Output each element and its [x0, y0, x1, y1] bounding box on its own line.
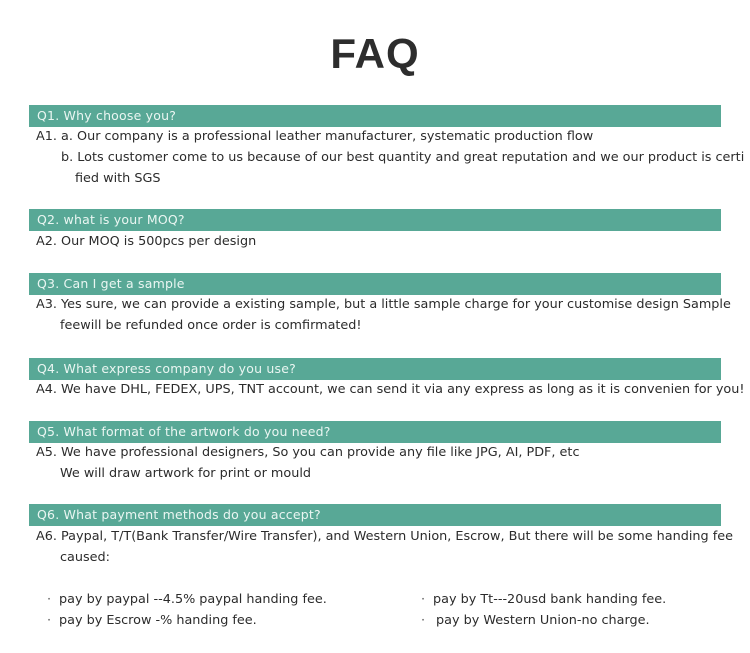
- answer-3-line-2: feewill be refunded once order is comfirmated!: [60, 318, 362, 333]
- answer-1-line-1: A1. a. Our company is a professional leather manufacturer, systematic production flow: [36, 129, 594, 144]
- fee-item-western-union: [421, 610, 650, 631]
- bullet-icon: ·: [421, 613, 426, 628]
- fee-text: pay by Tt---20usd bank handing fee.: [433, 592, 667, 607]
- answer-4-line-1: A4. We have DHL, FEDEX, UPS, TNT account, we can send it via any express as long as it is convenien for you!: [36, 382, 745, 397]
- bullet-icon: ·: [47, 592, 52, 607]
- fee-text: pay by Western Union-no charge.: [436, 613, 650, 628]
- answer-1-line-3: fied with SGS: [75, 171, 161, 186]
- answer-6-line-2: caused:: [60, 550, 110, 565]
- question-4: Q4. What express company do you use?: [29, 358, 721, 380]
- answer-2-line-1: A2. Our MOQ is 500pcs per design: [36, 234, 257, 249]
- question-5: Q5. What format of the artwork do you need?: [29, 421, 721, 443]
- fee-text: pay by paypal --4.5% paypal handing fee.: [59, 592, 327, 607]
- fee-item-escrow: [47, 610, 257, 631]
- answer-5-line-2: We will draw artwork for print or mould: [60, 466, 312, 481]
- fee-item-tt: [421, 589, 666, 610]
- answer-5-line-1: A5. We have professional designers, So you can provide any file like JPG, AI, PDF, etc: [36, 445, 580, 460]
- fee-text: pay by Escrow -% handing fee.: [59, 613, 257, 628]
- bullet-icon: ·: [421, 592, 426, 607]
- answer-6-line-1: A6. Paypal, T/T(Bank Transfer/Wire Transfer), and Western Union, Escrow, But there will be some handing fee: [36, 529, 733, 544]
- fee-item-paypal: [47, 589, 327, 610]
- question-3: Q3. Can I get a sample: [29, 273, 721, 295]
- answer-3-line-1: A3. Yes sure, we can provide a existing sample, but a little sample charge for your customise design Sample: [36, 297, 731, 312]
- question-2: Q2. what is your MOQ?: [29, 209, 721, 231]
- question-1: Q1. Why choose you?: [29, 105, 721, 127]
- page-title: FAQ: [330, 30, 420, 77]
- answer-1-line-2: b. Lots customer come to us because of our best quantity and great reputation and we our product is certi: [61, 150, 745, 165]
- bullet-icon: ·: [47, 613, 52, 628]
- question-6: Q6. What payment methods do you accept?: [29, 504, 721, 526]
